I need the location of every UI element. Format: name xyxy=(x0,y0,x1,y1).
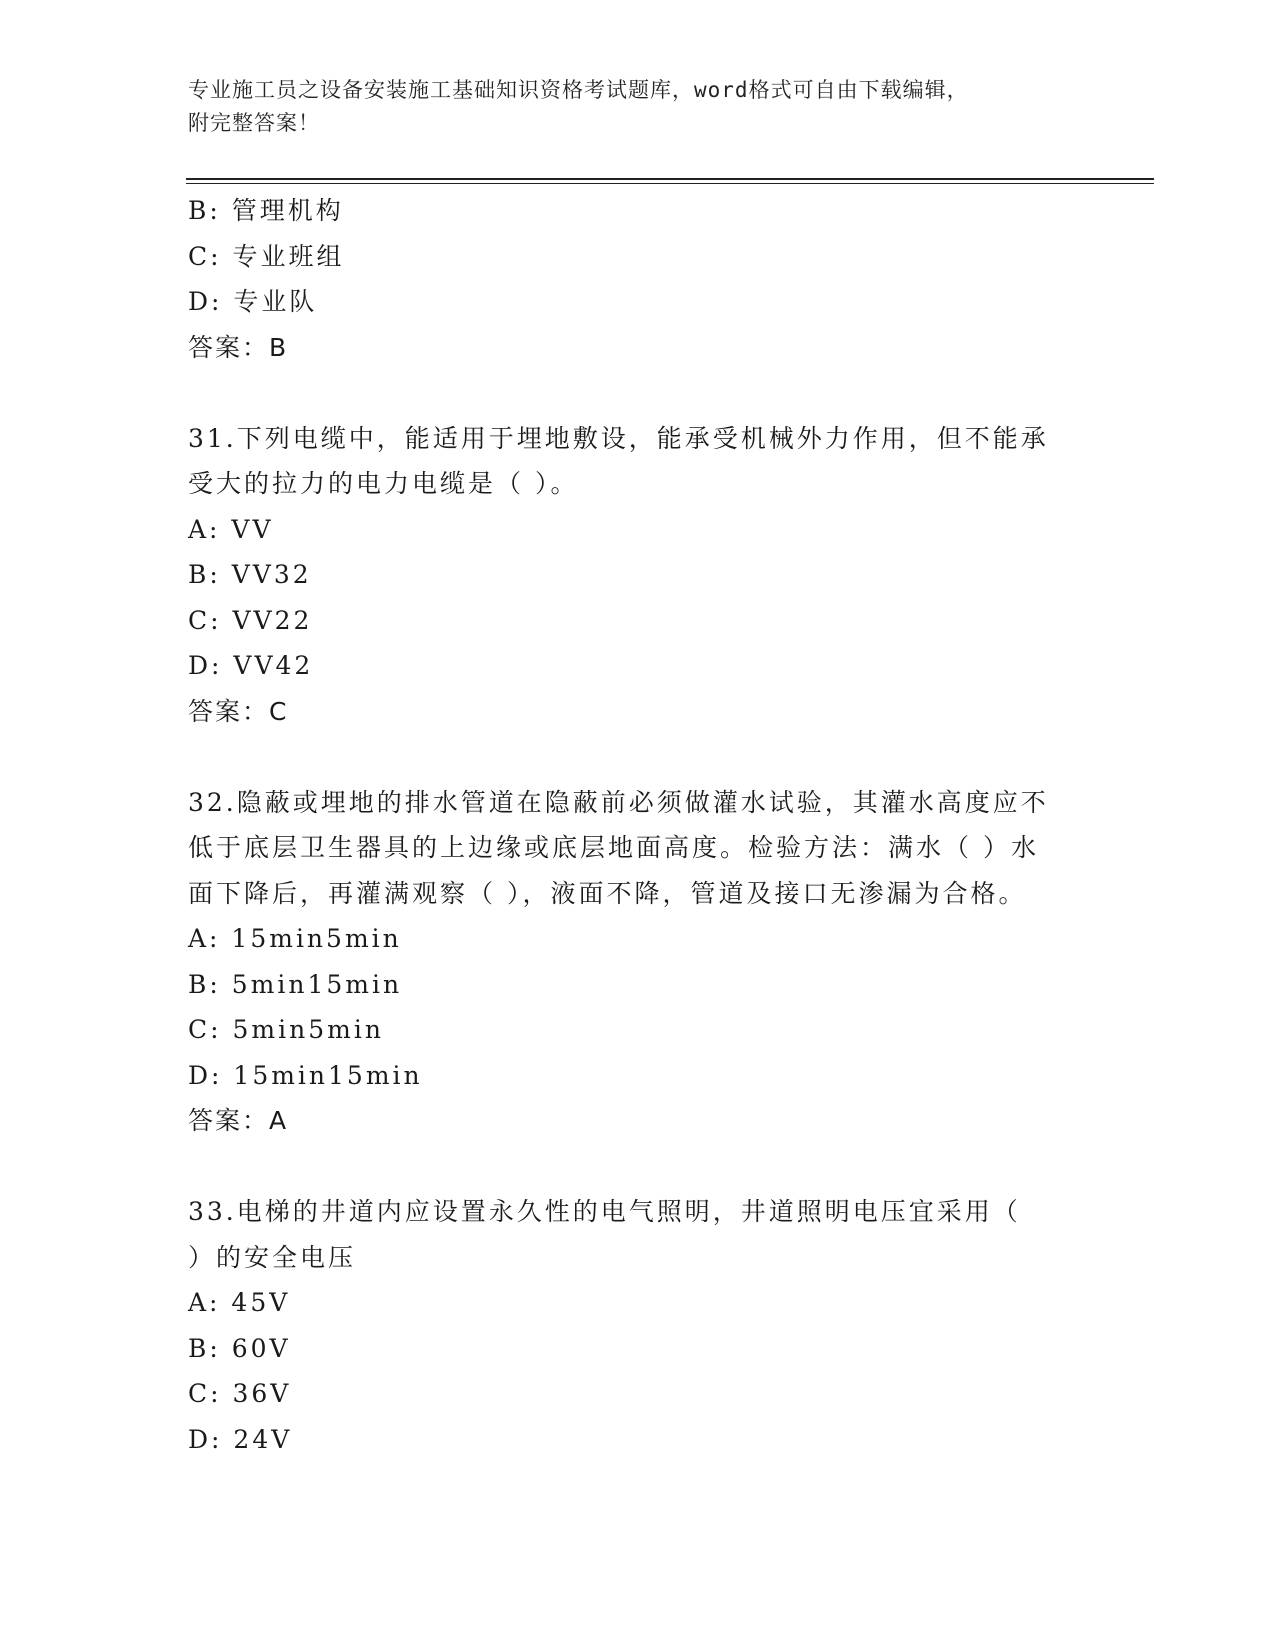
document-header xyxy=(188,74,1088,140)
question-block-32 xyxy=(188,780,1088,1144)
option-d: D: 24V xyxy=(188,1424,293,1454)
option-a: A: VV xyxy=(188,514,274,544)
option-c: C: 专业班组 xyxy=(188,241,345,271)
answer-line: 答案：A xyxy=(188,1106,289,1135)
option-d: D: 专业队 xyxy=(188,287,318,316)
option-c: C: 5min5min xyxy=(188,1015,384,1044)
option-b: B: 5min15min xyxy=(188,969,403,999)
option-c: C: VV22 xyxy=(188,605,313,635)
option-b: B: VV32 xyxy=(188,560,312,589)
header-divider-thin xyxy=(186,183,1154,184)
option-d: D: VV42 xyxy=(188,651,314,680)
header-line-1: 专业施工员之设备安装施工基础知识资格考试题库，word格式可自由下载编辑， xyxy=(188,78,969,102)
question-content xyxy=(188,188,1088,1462)
question-stem-line: 面下降后，再灌满观察（ ），液面不降，管道及接口无渗漏为合格。 xyxy=(188,878,1027,908)
option-b: B: 管理机构 xyxy=(188,196,344,225)
answer-line: 答案：C xyxy=(188,696,289,726)
question-stem-line: 33.电梯的井道内应设置永久性的电气照明，井道照明电压宜采用（ xyxy=(188,1197,1021,1226)
question-stem-line: 31.下列电缆中，能适用于埋地敷设，能承受机械外力作用，但不能承 xyxy=(188,423,1049,453)
header-line-2: 附完整答案！ xyxy=(188,111,320,135)
header-divider-thick xyxy=(186,178,1154,180)
option-b: B: 60V xyxy=(188,1333,291,1363)
option-d: D: 15min15min xyxy=(188,1060,423,1090)
spacer xyxy=(188,370,1088,416)
question-stem-line: 低于底层卫生器具的上边缘或底层地面高度。检验方法：满水（ ）水 xyxy=(188,833,1039,862)
spacer xyxy=(188,1144,1088,1190)
question-stem-line: 受大的拉力的电力电缆是（ ）。 xyxy=(188,469,579,498)
option-c: C: 36V xyxy=(188,1379,292,1408)
question-block-31 xyxy=(188,416,1088,735)
question-block-30 xyxy=(188,188,1088,370)
option-a: A: 45V xyxy=(188,1288,291,1317)
answer-line: 答案：B xyxy=(188,332,289,362)
question-block-33 xyxy=(188,1189,1088,1462)
question-stem-line: ）的安全电压 xyxy=(188,1242,357,1272)
spacer xyxy=(188,734,1088,780)
option-a: A: 15min5min xyxy=(188,924,402,953)
question-stem-line: 32.隐蔽或埋地的排水管道在隐蔽前必须做灌水试验，其灌水高度应不 xyxy=(188,787,1049,817)
